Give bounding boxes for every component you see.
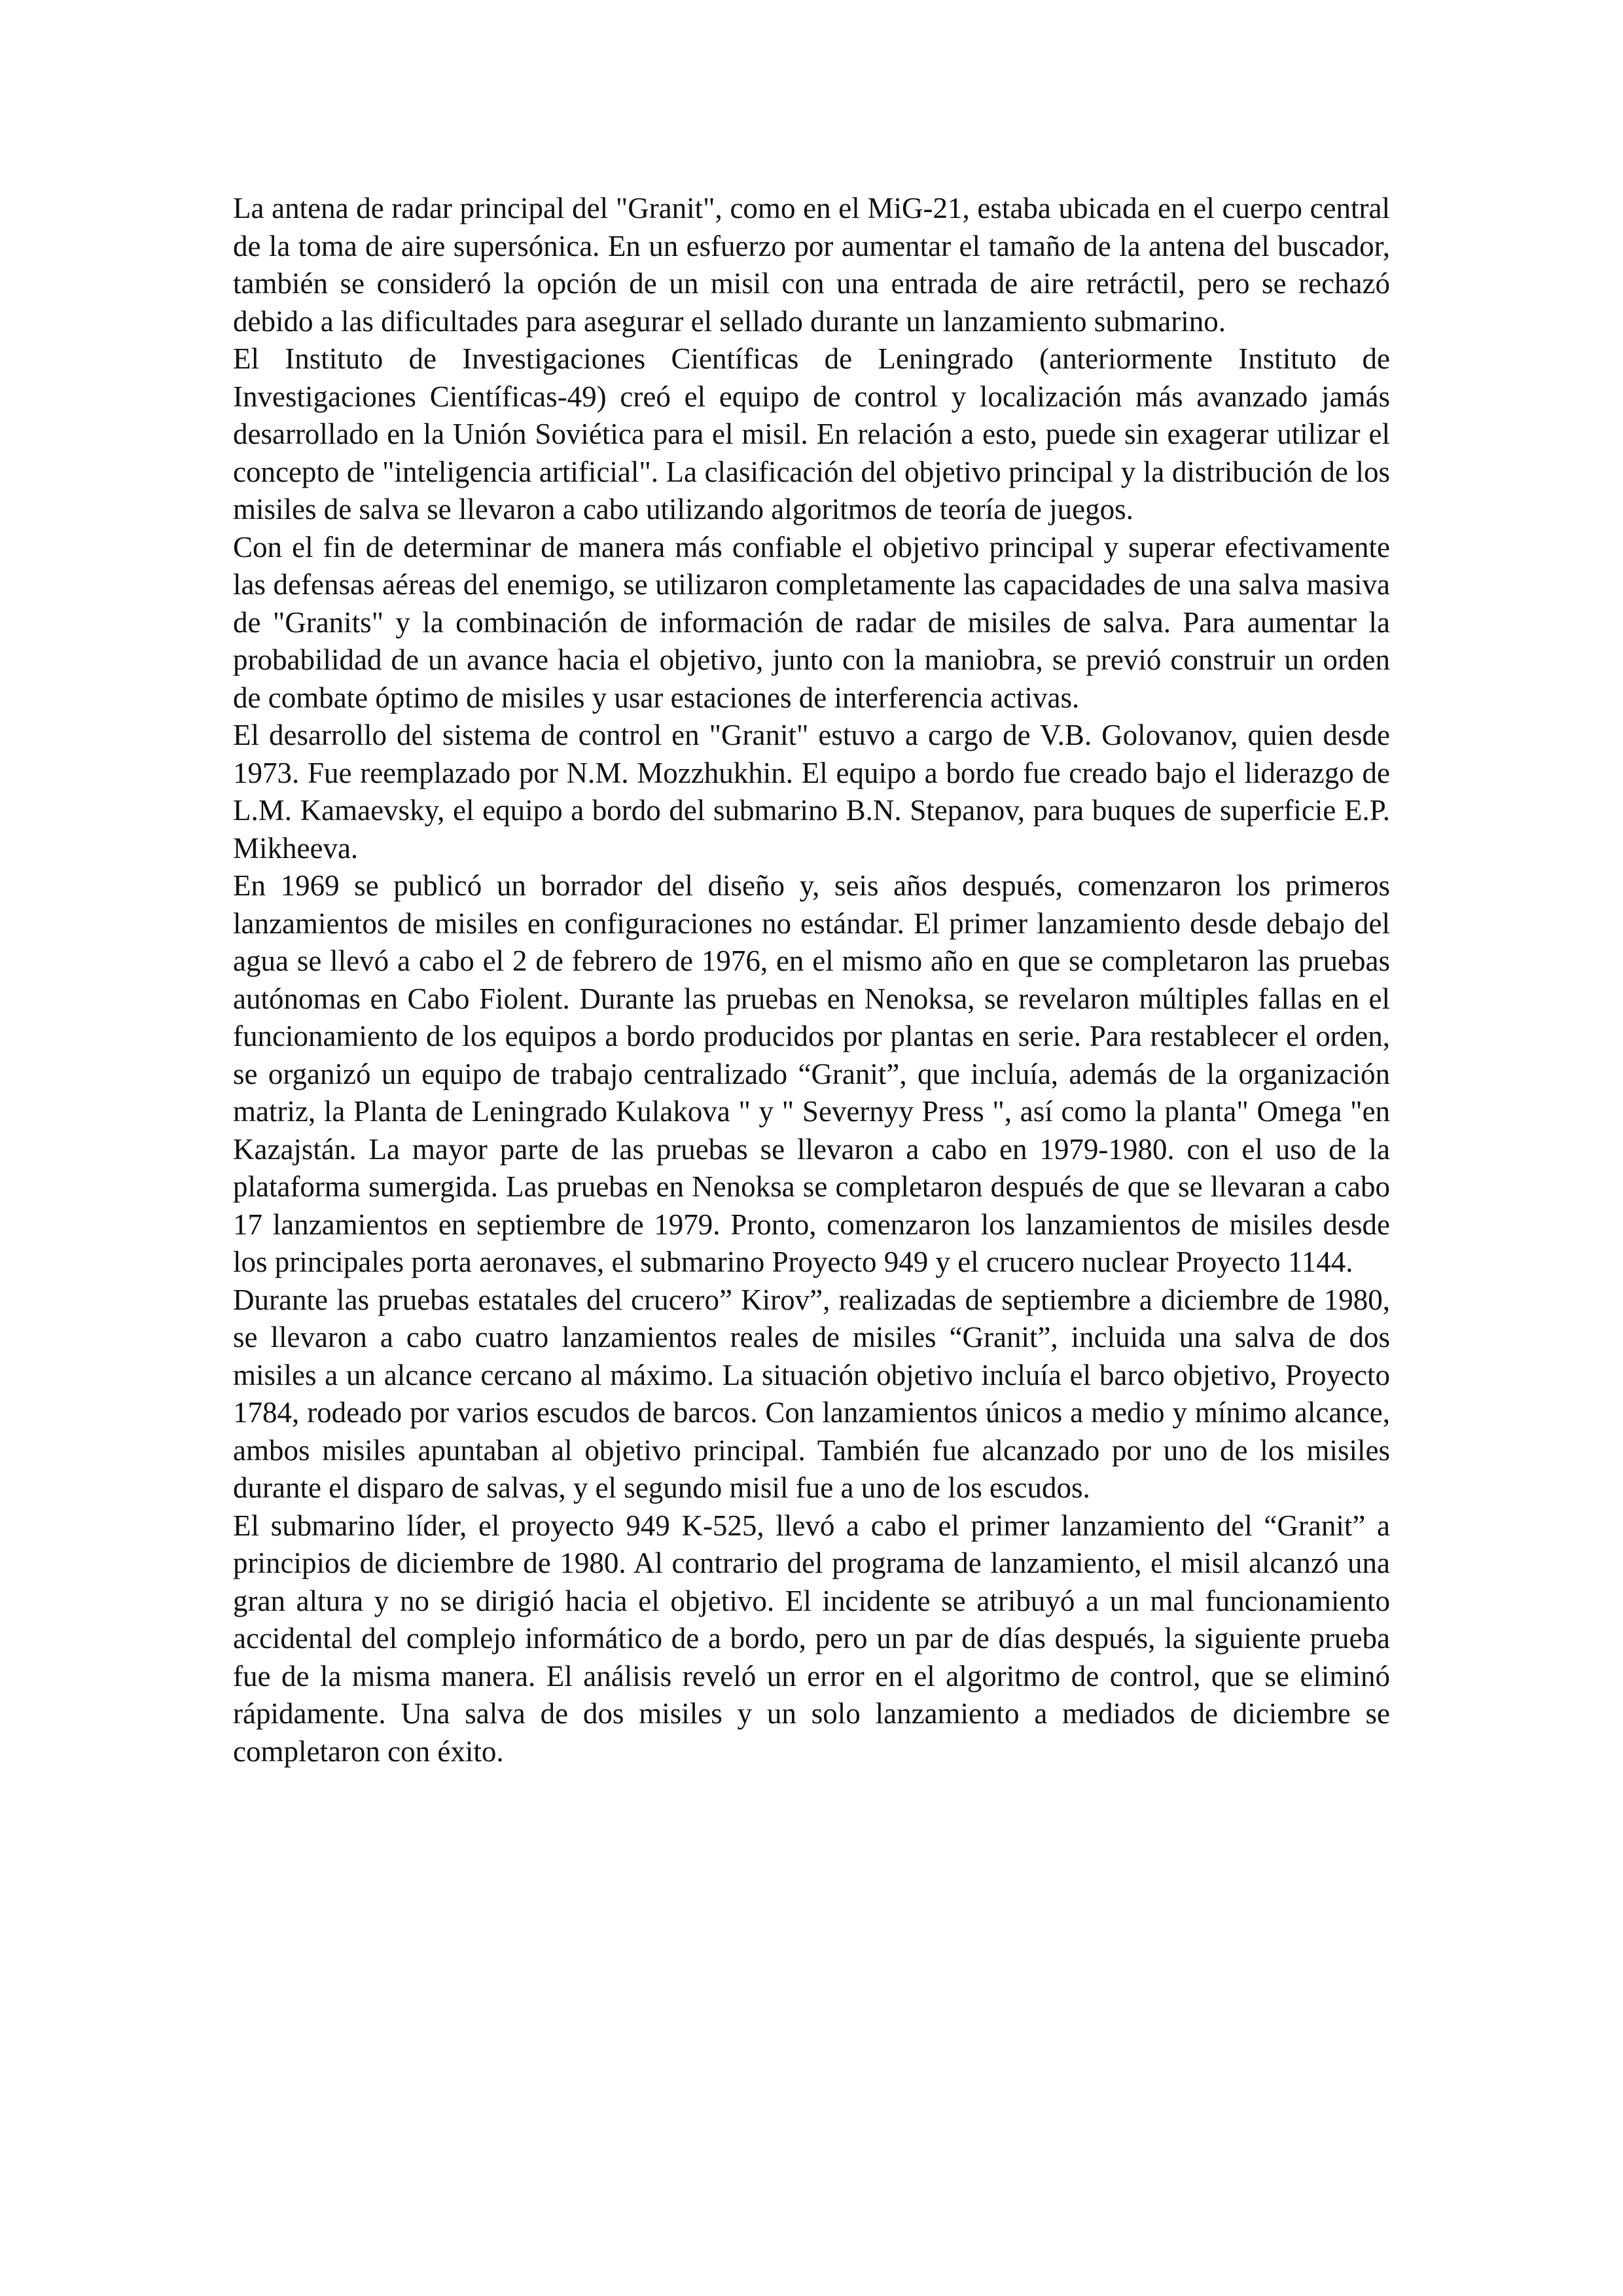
paragraph-salvo-capabilities: Con el fin de determinar de manera más confiable el objetivo principal y superar efectivamente las defensas aéreas del enemigo, se utilizaron completamente las capacidades de una salva masiva de "Granits" y la combinación de información de radar de misiles de salva. Para aumentar la probabilidad de un avance hacia el objetivo, junto con la maniobra, se previó construir un orden de combate óptimo de misiles y usar estaciones de interferencia activas.	[233, 530, 1390, 714]
paragraph-leningrad-institute: El Instituto de Investigaciones Científicas de Leningrado (anteriormente Instituto de Investigaciones Científicas-49) creó el equipo de control y localización más avanzado jamás desarrollado en la Unión Soviética para el misil. En relación a esto, puede sin exagerar utilizar el concepto de "inteligencia artificial". La clasificación del objetivo principal y la distribución de los misiles de salva se llevaron a cabo utilizando algoritmos de teoría de juegos.	[233, 342, 1390, 526]
paragraph-testing-history: En 1969 se publicó un borrador del diseño y, seis años después, comenzaron los primeros lanzamientos de misiles en configuraciones no estándar. El primer lanzamiento desde debajo del agua se llevó a cabo el 2 de febrero de 1976, en el mismo año en que se completaron las pruebas autónomas en Cabo Fiolent. Durante las pruebas en Nenoksa, se revelaron múltiples fallas en el funcionamiento de los equipos a bordo producidos por plantas en serie. Para restablecer el orden, se organizó un equipo de trabajo centralizado “Granit”, que incluía, además de la organización matriz, la Planta de Leningrado Kulakova " y " Severnyy Press ", así como la planta" Omega "en Kazajstán. La mayor parte de las pruebas se llevaron a cabo en 1979-1980. con el uso de la plataforma sumergida. Las pruebas en Nenoksa se completaron después de que se llevaran a cabo 17 lanzamientos en septiembre de 1979. Pronto, comenzaron los lanzamientos de misiles desde los principales porta aeronaves, el submarino Proyecto 949 y el crucero nuclear Proyecto 1144.	[233, 869, 1390, 1278]
paragraph-radar-antenna: La antena de radar principal del "Granit", como en el MiG-21, estaba ubicada en el cuerpo central de la toma de aire supersónica. En un esfuerzo por aumentar el tamaño de la antena del buscador, también se consideró la opción de un misil con una entrada de aire retráctil, pero se rechazó debido a las dificultades para asegurar el sellado durante un lanzamiento submarino.	[233, 192, 1390, 338]
body-text	[233, 190, 1390, 1770]
paragraph-submarine-launch: El submarino líder, el proyecto 949 K-525, llevó a cabo el primer lanzamiento del “Granit” a principios de diciembre de 1980. Al contrario del programa de lanzamiento, el misil alcanzó una gran altura y no se dirigió hacia el objetivo. El incidente se atribuyó a un mal funcionamiento accidental del complejo informático de a bordo, pero un par de días después, la siguiente prueba fue de la misma manera. El análisis reveló un error en el algoritmo de control, que se eliminó rápidamente. Una salva de dos misiles y un solo lanzamiento a mediados de diciembre se completaron con éxito.	[233, 1509, 1390, 1768]
paragraph-kirov-trials: Durante las pruebas estatales del crucero” Kirov”, realizadas de septiembre a diciembre de 1980, se llevaron a cabo cuatro lanzamientos reales de misiles “Granit”, incluida una salva de dos misiles a un alcance cercano al máximo. La situación objetivo incluía el barco objetivo, Proyecto 1784, rodeado por varios escudos de barcos. Con lanzamientos únicos a medio y mínimo alcance, ambos misiles apuntaban al objetivo principal. También fue alcanzado por uno de los misiles durante el disparo de salvas, y el segundo misil fue a uno de los escudos.	[233, 1283, 1390, 1504]
paragraph-control-system: El desarrollo del sistema de control en "Granit" estuvo a cargo de V.B. Golovanov, quien desde 1973. Fue reemplazado por N.M. Mozzhukhin. El equipo a bordo fue creado bajo el liderazgo de L.M. Kamaevsky, el equipo a bordo del submarino B.N. Stepanov, para buques de superficie E.P. Mikheeva.	[233, 719, 1390, 865]
